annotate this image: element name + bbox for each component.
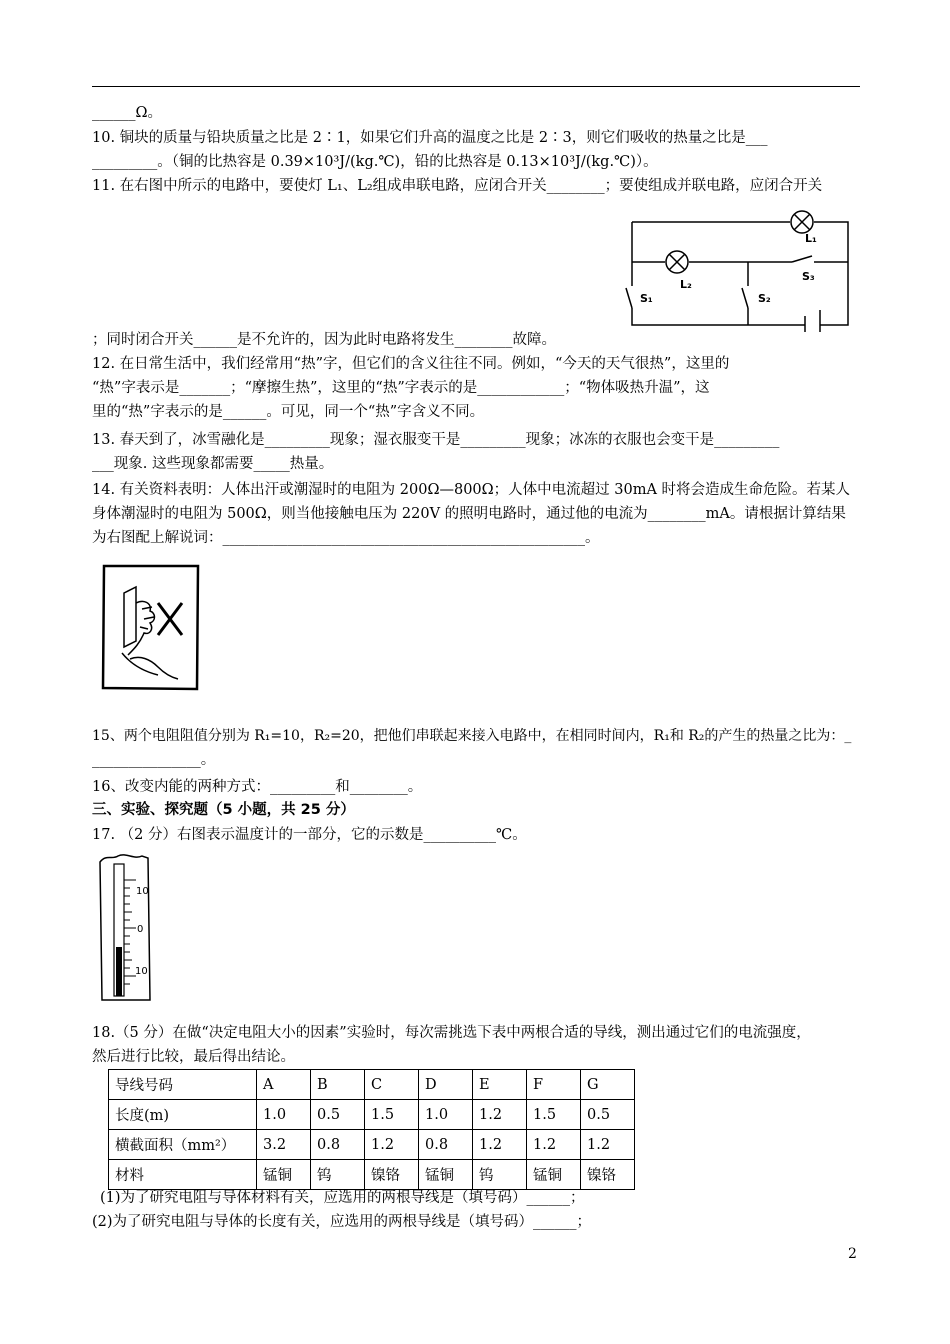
table-cell: 0.8 xyxy=(419,1130,473,1160)
page-number: 2 xyxy=(848,1246,857,1262)
text-line: ；同时闭合开关______是不允许的，因为此时电路将发生________故障。 xyxy=(92,332,556,348)
question-12: 12. 在日常生活中，我们经常用“热”字，但它们的含义往往不同。例如，“今天的天气很热”，这里的 xyxy=(92,356,730,372)
row-header-cell: 横截面积（mm²） xyxy=(109,1130,257,1160)
text-line: _______________。 xyxy=(92,752,216,768)
section-heading: 三、实验、探究题（5 小题，共 25 分） xyxy=(92,802,355,818)
table-row xyxy=(109,1100,635,1130)
label-l1: L₁ xyxy=(805,232,817,245)
circuit-diagram xyxy=(620,210,858,332)
text-line: _________。（铜的比热容是 0.39×10³J/(kg.℃)，铅的比热容是 0.13×10³J/(kg.℃)）。 xyxy=(92,154,658,170)
question-18: 18.（5 分）在做“决定电阻大小的因素”实验时，每次需挑选下表中两根合适的导线，测出通过它们的电流强度， xyxy=(92,1025,811,1041)
table-cell: 0.5 xyxy=(581,1100,635,1130)
thermometer-image xyxy=(96,852,156,1004)
header-rule xyxy=(92,86,860,87)
table-cell: 3.2 xyxy=(257,1130,311,1160)
label-s2: S₂ xyxy=(758,292,771,305)
table-cell: 锰铜 xyxy=(527,1160,581,1190)
label-s1: S₁ xyxy=(640,292,653,305)
row-header-cell: 导线号码 xyxy=(109,1070,257,1100)
table-row xyxy=(109,1160,635,1190)
text-line: 身体潮湿时的电阻为 500Ω，则当他接触电压为 220V 的照明电路时，通过他的电流为________mA。请根据计算结果 xyxy=(92,506,846,522)
question-17: 17. （2 分）右图表示温度计的一部分，它的示数是__________℃。 xyxy=(92,827,527,843)
tick-label-zero: 0 xyxy=(137,924,144,935)
table-cell: 锰铜 xyxy=(419,1160,473,1190)
table-cell: A xyxy=(257,1070,311,1100)
table-cell: 1.2 xyxy=(527,1130,581,1160)
text-line: ___现象. 这些现象都需要_____热量。 xyxy=(92,456,334,472)
table-cell: 1.5 xyxy=(365,1100,419,1130)
table-row xyxy=(109,1130,635,1160)
wet-hand-illustration xyxy=(100,563,202,691)
table-cell: 镍铬 xyxy=(581,1160,635,1190)
table-row xyxy=(109,1070,635,1100)
row-header-cell: 材料 xyxy=(109,1160,257,1190)
table-cell: G xyxy=(581,1070,635,1100)
table-cell: 0.8 xyxy=(311,1130,365,1160)
table-cell: 钨 xyxy=(473,1160,527,1190)
table-cell: 1.0 xyxy=(257,1100,311,1130)
question-16: 16、改变内能的两种方式：_________和________。 xyxy=(92,779,423,795)
text-line: ______Ω。 xyxy=(92,105,163,121)
question-11: 11. 在右图中所示的电路中，要使灯 L₁、L₂组成串联电路，应闭合开关________；要使组成并联电路，应闭合开关 xyxy=(92,178,823,194)
text-line: 为右图配上解说词：__________________________________________________。 xyxy=(92,530,600,546)
question-14: 14. 有关资料表明：人体出汗或潮湿时的电阻为 200Ω—800Ω；人体中电流超过 30mA 时将会造成生命危险。若某人 xyxy=(92,482,851,498)
label-l2: L₂ xyxy=(680,278,692,291)
table-cell: F xyxy=(527,1070,581,1100)
label-s3: S₃ xyxy=(802,270,815,283)
sub-question-2: (2)为了研究电阻与导体的长度有关，应选用的两根导线是（填号码）______； xyxy=(92,1214,592,1230)
table-cell: 1.5 xyxy=(527,1100,581,1130)
wire-table xyxy=(108,1069,635,1190)
table-cell: 1.0 xyxy=(419,1100,473,1130)
table-cell: D xyxy=(419,1070,473,1100)
table-cell: 1.2 xyxy=(473,1100,527,1130)
table-cell: C xyxy=(365,1070,419,1100)
question-15: 15、两个电阻阻值分别为 R₁=10，R₂=20，把他们串联起来接入电路中，在相同时间内，R₁和 R₂的产生的热量之比为：_ xyxy=(92,728,852,744)
table-cell: B xyxy=(311,1070,365,1100)
text-line: 然后进行比较，最后得出结论。 xyxy=(92,1049,295,1065)
text-line: “热”字表示是_______；“摩擦生热”，这里的“热”字表示的是____________；“物体吸热升温”，这 xyxy=(92,380,710,396)
sub-question-1: (1)为了研究电阻与导体材料有关，应选用的两根导线是（填号码）______； xyxy=(100,1190,585,1206)
row-header-cell: 长度(m) xyxy=(109,1100,257,1130)
table-cell: 钨 xyxy=(311,1160,365,1190)
tick-label-upper: 10 xyxy=(136,886,149,897)
table-cell: 0.5 xyxy=(311,1100,365,1130)
text-line: 里的“热”字表示的是______。可见，同一个“热”字含义不同。 xyxy=(92,404,485,420)
table-cell: 1.2 xyxy=(365,1130,419,1160)
table-cell: 镍铬 xyxy=(365,1160,419,1190)
table-cell: E xyxy=(473,1070,527,1100)
table-cell: 1.2 xyxy=(473,1130,527,1160)
question-10: 10. 铜块的质量与铅块质量之比是 2∶1，如果它们升高的温度之比是 2∶3，则它们吸收的热量之比是___ xyxy=(92,130,768,146)
table-cell: 1.2 xyxy=(581,1130,635,1160)
tick-label-lower: 10 xyxy=(135,966,148,977)
question-13: 13. 春天到了，冰雪融化是_________现象；湿衣服变干是_________现象；冰冻的衣服也会变干是_________ xyxy=(92,432,780,448)
table-cell: 锰铜 xyxy=(257,1160,311,1190)
